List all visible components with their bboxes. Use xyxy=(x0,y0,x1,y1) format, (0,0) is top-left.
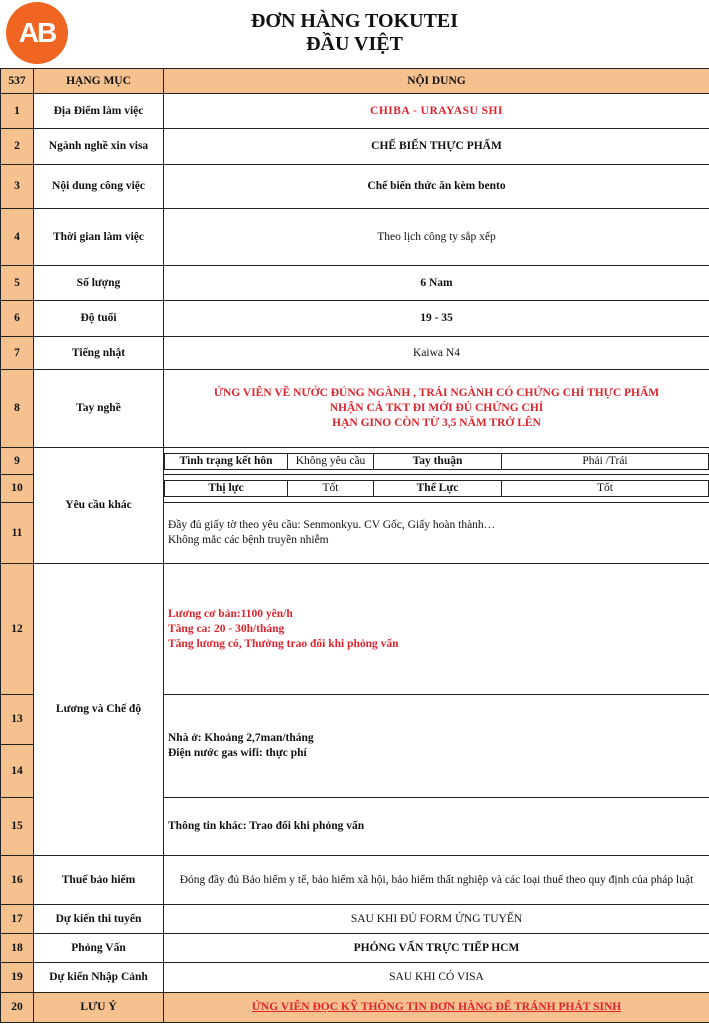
row-label: Thời gian làm việc xyxy=(34,209,164,266)
table-row xyxy=(1,856,709,905)
table-row xyxy=(1,337,709,370)
row-label: Nội dung công việc xyxy=(34,165,164,209)
row-number: 18 xyxy=(1,934,34,963)
row-value: CHẾ BIẾN THỰC PHẨM xyxy=(164,129,709,165)
row-label: Độ tuổi xyxy=(34,301,164,337)
row-label: LƯU Ý xyxy=(34,993,164,1023)
eyesight-label: Thị lực xyxy=(165,481,288,497)
row-number: 11 xyxy=(1,503,34,564)
requirements-grid-row xyxy=(164,475,709,503)
raise-bonus: Tăng lương có, Thưởng trao đổi khi phỏng vấn xyxy=(168,637,399,650)
row-value: 19 - 35 xyxy=(164,301,709,337)
row-number: 7 xyxy=(1,337,34,370)
documents-requirement xyxy=(164,503,709,564)
header-row xyxy=(1,69,709,94)
fitness-label: Thể Lực xyxy=(374,481,502,497)
title-line-1: ĐƠN HÀNG TOKUTEI xyxy=(250,10,459,32)
table-row xyxy=(1,370,709,448)
row-number: 6 xyxy=(1,301,34,337)
eyesight-value: Tốt xyxy=(288,481,374,497)
row-value: 6 Nam xyxy=(164,266,709,301)
table-row xyxy=(1,94,709,129)
row-label: Tay nghề xyxy=(34,370,164,448)
salary-details xyxy=(164,564,709,695)
row-value: Chế biến thức ăn kèm bento xyxy=(164,165,709,209)
row-number: 4 xyxy=(1,209,34,266)
skill-requirements xyxy=(164,370,709,448)
row-label: Dự kiến Nhập Cảnh xyxy=(34,963,164,993)
job-order-table xyxy=(0,68,709,1023)
row-value: Theo lịch công ty sắp xếp xyxy=(164,209,709,266)
row-label-other-requirements: Yêu cầu khác xyxy=(34,448,164,564)
housing-details xyxy=(164,695,709,798)
row-number: 13 xyxy=(1,695,34,745)
marital-status-label: Tình trạng kết hôn xyxy=(165,453,288,469)
row-value: SAU KHI CÓ VISA xyxy=(164,963,709,993)
row-number: 1 xyxy=(1,94,34,129)
documents-line: Đầy đủ giấy tờ theo yêu cầu: Senmonkyu. CV Gốc, Giấy hoàn thành… xyxy=(168,519,496,531)
row-label-salary: Lương và Chế độ xyxy=(34,564,164,856)
logo-text: AB xyxy=(18,17,56,48)
marital-status-value: Không yêu cầu xyxy=(288,453,374,469)
base-salary: Lương cơ bản:1100 yên/h xyxy=(168,607,293,620)
row-number: 9 xyxy=(1,448,34,475)
other-info: Thông tin khác: Trao đổi khi phỏng vấn xyxy=(164,798,709,856)
skill-line: HẠN GINO CÒN TỪ 3,5 NĂM TRỞ LÊN xyxy=(332,417,541,429)
row-number: 12 xyxy=(1,564,34,695)
row-label: Phỏng Vấn xyxy=(34,934,164,963)
row-label: Địa Điểm làm việc xyxy=(34,94,164,129)
table-row xyxy=(1,129,709,165)
table-row xyxy=(1,905,709,934)
housing-cost: Nhà ở: Khoảng 2,7man/tháng xyxy=(168,732,314,744)
row-label: Số lượng xyxy=(34,266,164,301)
fitness-value: Tốt xyxy=(502,481,709,497)
row-label: Thuế bảo hiểm xyxy=(34,856,164,905)
row-number: 16 xyxy=(1,856,34,905)
row-number: 19 xyxy=(1,963,34,993)
handedness-label: Tay thuận xyxy=(374,453,502,469)
notice-text: ỨNG VIÊN ĐỌC KỸ THÔNG TIN ĐƠN HÀNG ĐỂ TRÁNH PHÁT SINH xyxy=(164,993,709,1023)
row-value: Đóng đầy đủ Bảo hiểm y tế, bảo hiểm xã hội, bảo hiểm thất nghiệp và các loại thuế theo quy định của pháp luật xyxy=(164,856,709,905)
page-title xyxy=(0,10,709,56)
table-row xyxy=(1,963,709,993)
table-row xyxy=(1,448,709,475)
header-content: NỘI DUNG xyxy=(164,69,709,94)
row-label: Tiếng nhật xyxy=(34,337,164,370)
table-row xyxy=(1,301,709,337)
row-number: 20 xyxy=(1,993,34,1023)
title-line-2: ĐẦU VIỆT xyxy=(306,33,403,55)
table-row xyxy=(1,564,709,695)
requirements-grid-row xyxy=(164,448,709,475)
row-number: 14 xyxy=(1,745,34,798)
skill-line: ỨNG VIÊN VỀ NƯỚC ĐÚNG NGÀNH , TRÁI NGÀNH CÓ CHỨNG CHỈ THỰC PHẨM xyxy=(213,387,660,399)
table-row xyxy=(1,209,709,266)
row-value: CHIBA - URAYASU SHI xyxy=(164,94,709,129)
row-number: 2 xyxy=(1,129,34,165)
health-line: Không mắc các bệnh truyền nhiễm xyxy=(168,534,329,546)
row-number: 5 xyxy=(1,266,34,301)
row-label: Ngành nghề xin visa xyxy=(34,129,164,165)
table-row xyxy=(1,993,709,1023)
header-id: 537 xyxy=(1,69,34,94)
header-category: HẠNG MỤC xyxy=(34,69,164,94)
utilities-cost: Điện nước gas wifi: thực phí xyxy=(168,747,307,759)
row-value: PHỎNG VẤN TRỰC TIẾP HCM xyxy=(164,934,709,963)
skill-line: NHẬN CẢ TKT ĐI MỚI ĐỦ CHỨNG CHỈ xyxy=(329,402,544,414)
row-value: SAU KHI ĐỦ FORM ỨNG TUYỂN xyxy=(164,905,709,934)
row-label: Dự kiến thi tuyển xyxy=(34,905,164,934)
table-row xyxy=(1,266,709,301)
row-number: 8 xyxy=(1,370,34,448)
row-number: 15 xyxy=(1,798,34,856)
table-row xyxy=(1,165,709,209)
row-number: 10 xyxy=(1,475,34,503)
row-number: 3 xyxy=(1,165,34,209)
row-value: Kaiwa N4 xyxy=(164,337,709,370)
row-number: 17 xyxy=(1,905,34,934)
overtime: Tăng ca: 20 - 30h/tháng xyxy=(168,622,285,635)
table-row xyxy=(1,934,709,963)
handedness-value: Phải /Trái xyxy=(502,453,709,469)
